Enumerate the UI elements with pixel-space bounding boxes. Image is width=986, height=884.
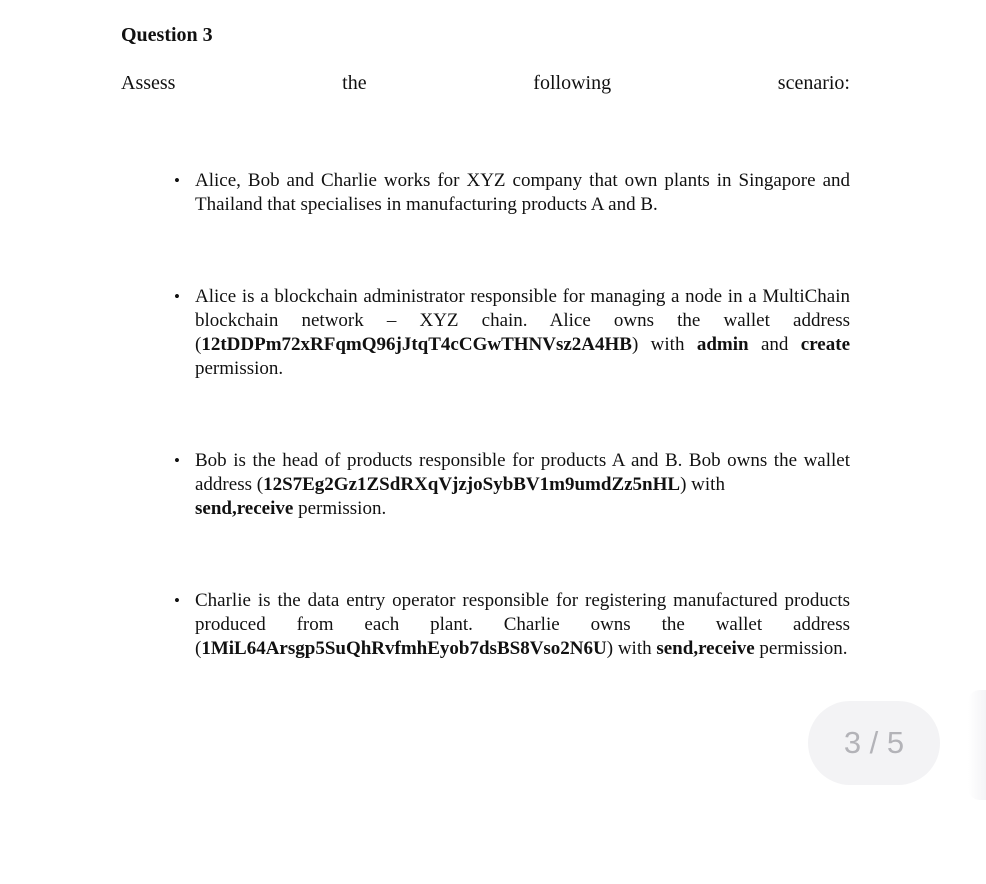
bullet-text-mid: ) with — [606, 638, 657, 659]
bullet-text — [195, 589, 850, 661]
scenario-bullet-charlie — [174, 589, 850, 661]
bullet-text-post: permission. — [754, 638, 848, 659]
question-title: Question 3 — [121, 24, 213, 46]
wallet-address: 12tDDPm72xRFqmQ96jJtqT4cCGwTHNVsz2A4HB — [201, 334, 632, 355]
bullet-text-mid: ) with — [680, 474, 725, 495]
intro-line — [121, 72, 850, 95]
permission-admin: admin — [696, 334, 749, 355]
permission-send-receive: send,receive — [656, 638, 755, 659]
bullet-icon: • — [174, 591, 180, 610]
permission-create: create — [800, 334, 850, 355]
intro-word: the — [342, 72, 367, 94]
scenario-bullet-bob — [174, 449, 850, 521]
bullet-text-post: permission. — [195, 358, 284, 379]
bullet-text-post: permission. — [293, 498, 387, 519]
edge-shadow — [968, 690, 986, 800]
wallet-address: 1MiL64Arsgp5SuQhRvfmhEyob7dsBS8Vso2N6U — [201, 638, 607, 659]
bullet-icon: • — [174, 287, 180, 306]
bullet-text: Alice, Bob and Charlie works for XYZ company that own plants in Singapore and Thailand that specialises in manufacturing products A and B. — [195, 170, 850, 215]
bullet-text-pre: Charlie is the data entry operator responsible for registering manufactured products produced from each plant. Charlie owns the wallet address ( — [195, 590, 850, 659]
bullet-text-mid: ) with — [631, 334, 697, 355]
intro-word: scenario: — [777, 72, 850, 94]
intro-word: Assess — [121, 72, 176, 94]
bullet-text-pre: Alice is a blockchain administrator responsible for managing a node in a MultiChain blockchain network – XYZ chain. Alice owns the wallet address ( — [195, 286, 850, 355]
bullet-text-pre: Bob is the head of products responsible for products A and B. Bob owns the wallet address ( — [195, 450, 850, 495]
bullet-icon: • — [174, 451, 180, 470]
intro-word: following — [533, 72, 612, 94]
bullet-text-and: and — [748, 334, 801, 355]
permission-send-receive: send,receive — [195, 498, 294, 519]
wallet-address: 12S7Eg2Gz1ZSdRXqVjzjoSybBV1m9umdZz5nHL — [263, 474, 681, 495]
bullet-text — [195, 285, 850, 381]
bullet-icon: • — [174, 171, 180, 190]
bullet-text — [195, 449, 850, 521]
page-indicator[interactable]: 3 / 5 — [808, 701, 940, 785]
scenario-bullet-alice — [174, 285, 850, 381]
scenario-bullet-company — [174, 169, 850, 217]
